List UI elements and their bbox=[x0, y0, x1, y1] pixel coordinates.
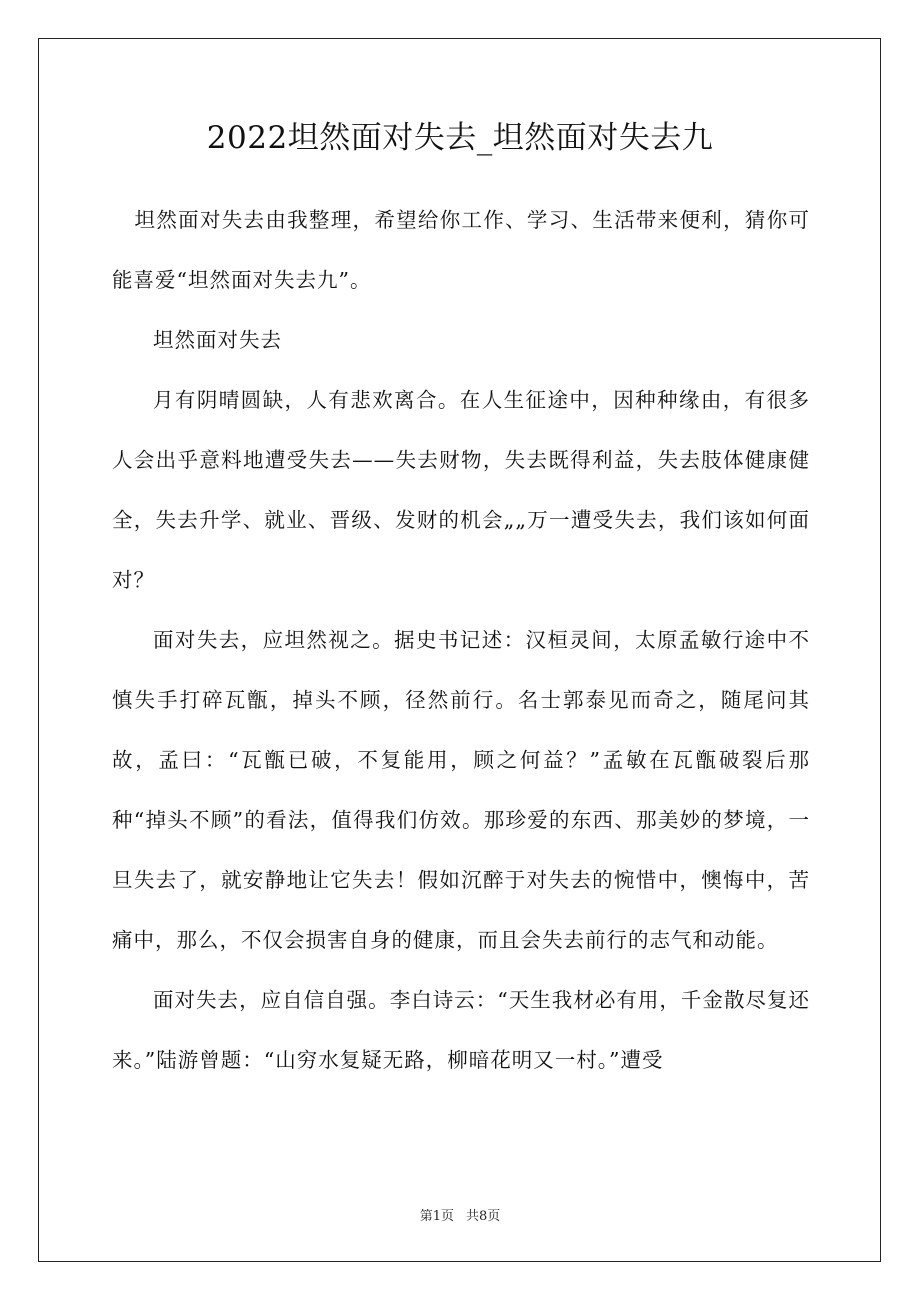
document-body bbox=[112, 190, 810, 1090]
body-paragraph: 面对失去，应坦然视之。据史书记述：汉桓灵间，太原孟敏行途中不慎失手打碎瓦甑，掉头不顾，径然前行。名士郭泰见而奇之，随尾问其故，孟曰：“瓦甑已破，不复能用，顾之何益？”孟敏在瓦甑破裂后那种“掉头不顾”的看法，值得我们仿效。那珍爱的东西、那美妙的梦境，一旦失去了，就安静地让它失去！假如沉醉于对失去的惋惜中，懊悔中，苦痛中，那么，不仅会损害自身的健康，而且会失去前行的志气和动能。 bbox=[112, 628, 810, 952]
intro-paragraph: 坦然面对失去由我整理，希望给你工作、学习、生活带来便利，猜你可能喜爱“坦然面对失去九”。 bbox=[112, 208, 810, 292]
body-paragraph: 面对失去，应自信自强。李白诗云：“天生我材必有用，千金散尽复还来。”陆游曾题：“山穷水复疑无路，柳暗花明又一村。”遭受 bbox=[112, 988, 810, 1072]
page-footer bbox=[0, 1207, 920, 1227]
body-paragraph: 月有阴晴圆缺，人有悲欢离合。在人生征途中，因种种缘由，有很多人会出乎意料地遭受失去——失去财物，失去既得利益，失去肢体健康健全，失去升学、就业、晋级、发财的机会„„万一遭受失去，我们该如何面对？ bbox=[112, 388, 810, 592]
section-heading: 坦然面对失去 bbox=[153, 328, 282, 352]
page-number: 第1页 bbox=[419, 1209, 454, 1224]
document-title: 2022坦然面对失去_坦然面对失去九 bbox=[206, 120, 714, 156]
total-pages: 共8页 bbox=[466, 1209, 501, 1224]
